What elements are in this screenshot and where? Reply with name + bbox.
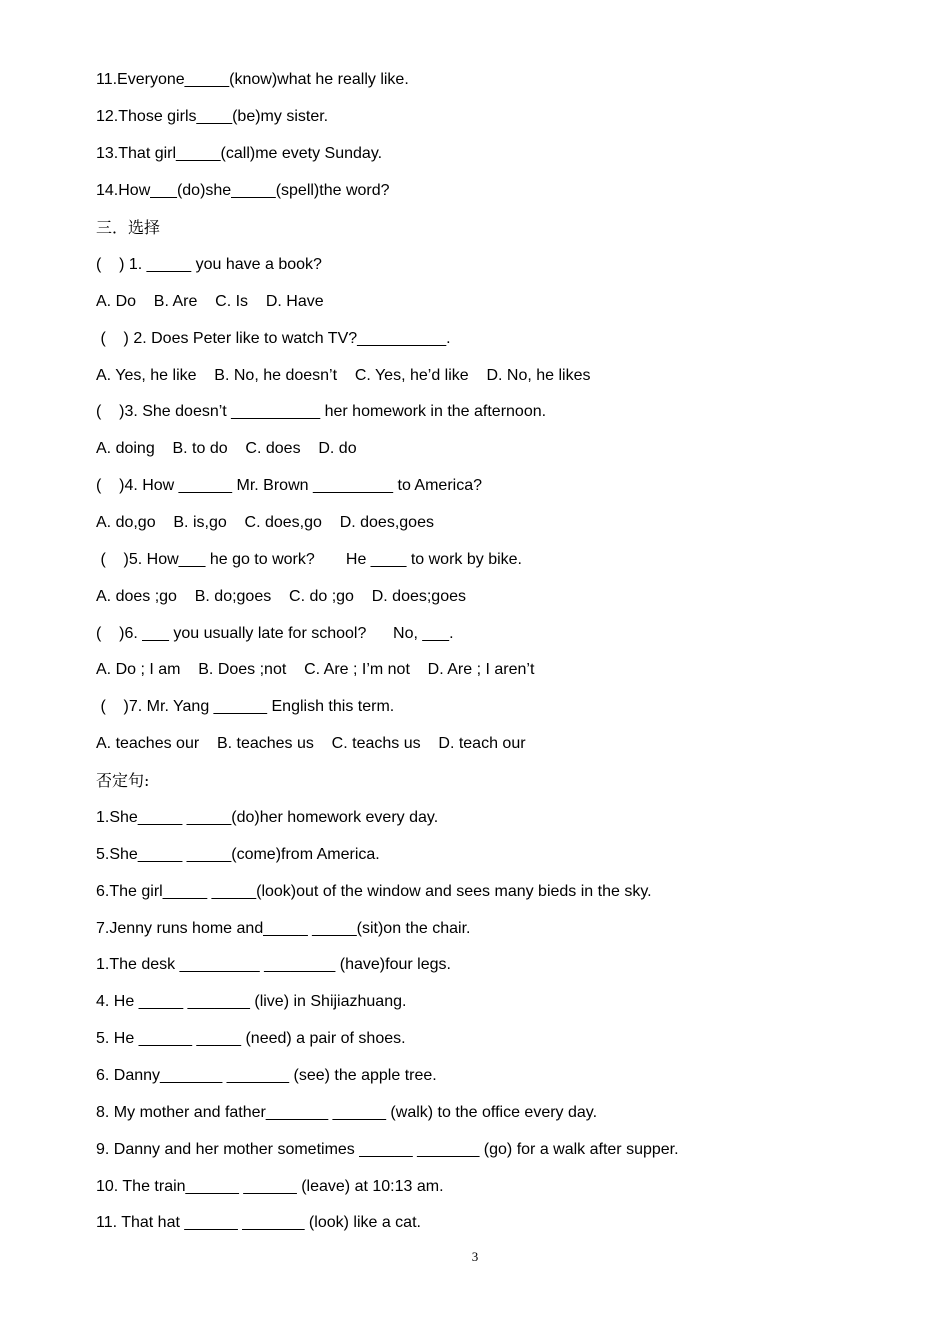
question-line: ( )5. How___ he go to work? He ____ to work by bike. — [96, 551, 522, 568]
section-heading-choice: 三．选择 — [96, 218, 161, 237]
exercise-line: 6. Danny_______ _______ (see) the apple tree. — [96, 1067, 437, 1084]
page-number: 3 — [471, 1249, 479, 1264]
exercise-line: 8. My mother and father_______ ______ (walk) to the office every day. — [96, 1104, 598, 1121]
options-line: A. doing B. to do C. does D. do — [96, 440, 357, 457]
options-line: A. Do ; I am B. Does ;not C. Are ; I’m not D. Are ; I aren’t — [96, 661, 535, 678]
exercise-line: 13.That girl_____(call)me evety Sunday. — [96, 145, 383, 162]
exercise-line: 1.She_____ _____(do)her homework every day. — [96, 809, 439, 826]
options-line: A. do,go B. is,go C. does,go D. does,goes — [96, 514, 434, 531]
question-line: ( )7. Mr. Yang ______ English this term. — [96, 698, 395, 715]
question-line: ( )3. She doesn’t __________ her homework in the afternoon. — [96, 403, 547, 420]
question-line: ( ) 2. Does Peter like to watch TV?__________. — [96, 330, 451, 347]
options-line: A. does ;go B. do;goes C. do ;go D. does;goes — [96, 588, 466, 605]
options-line: A. teaches our B. teaches us C. teachs us D. teach our — [96, 735, 526, 752]
question-line: ( )4. How ______ Mr. Brown _________ to America? — [96, 477, 482, 494]
question-line: ( ) 1. _____ you have a book? — [96, 256, 322, 273]
options-line: A. Do B. Are C. Is D. Have — [96, 293, 324, 310]
question-line: ( )6. ___ you usually late for school? No, ___. — [96, 625, 454, 642]
exercise-line: 1.The desk _________ ________ (have)four legs. — [96, 956, 451, 973]
options-line: A. Yes, he like B. No, he doesn’t C. Yes, he’d like D. No, he likes — [96, 367, 591, 384]
exercise-line: 5.She_____ _____(come)from America. — [96, 846, 380, 863]
exercise-line: 11.Everyone_____(know)what he really like. — [96, 71, 409, 88]
exercise-line: 5. He ______ _____ (need) a pair of shoes. — [96, 1030, 406, 1047]
exercise-line: 10. The train______ ______ (leave) at 10:13 am. — [96, 1178, 444, 1195]
exercise-line: 14.How___(do)she_____(spell)the word? — [96, 182, 390, 199]
exercise-line: 12.Those girls____(be)my sister. — [96, 108, 329, 125]
section-heading-negative: 否定句: — [96, 771, 150, 790]
exercise-line: 11. That hat ______ _______ (look) like a cat. — [96, 1214, 421, 1231]
exercise-line: 9. Danny and her mother sometimes ______ _______ (go) for a walk after supper. — [96, 1141, 679, 1158]
exercise-line: 7.Jenny runs home and_____ _____(sit)on the chair. — [96, 920, 471, 937]
exercise-line: 4. He _____ _______ (live) in Shijiazhuang. — [96, 993, 407, 1010]
exercise-line: 6.The girl_____ _____(look)out of the window and sees many bieds in the sky. — [96, 883, 652, 900]
